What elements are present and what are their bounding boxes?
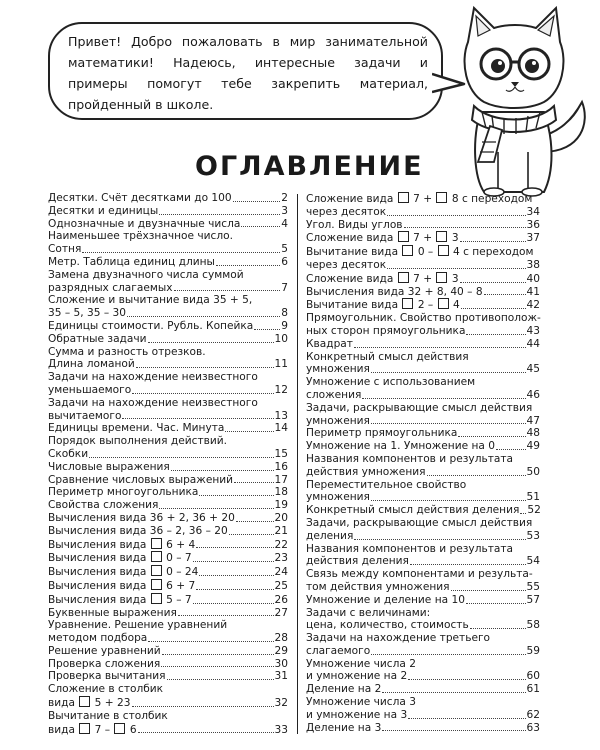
dot-leader (159, 508, 273, 509)
toc-page-number: 55 (526, 580, 540, 593)
toc-page-number: 50 (526, 465, 540, 478)
toc-page-number: 63 (526, 721, 540, 734)
dot-leader (167, 679, 274, 680)
toc-page-number: 24 (274, 566, 288, 579)
toc-entry-text: Сотня (48, 243, 82, 256)
toc-entry-text: Задачи, раскрывающие смысл действия (306, 516, 533, 529)
toc-page-number: 61 (526, 683, 540, 696)
toc-entry-text: Задачи на нахождение третьего (306, 632, 491, 645)
toc-entry (48, 192, 288, 205)
toc-entry-text: разрядных слагаемых (48, 281, 173, 294)
toc-page-number: 49 (526, 440, 540, 453)
dot-leader (148, 641, 273, 642)
dot-leader (484, 294, 526, 295)
toc-entry-text: Длина ломаной (48, 358, 135, 371)
toc-entry (48, 461, 288, 474)
toc-entry-text: Квадрат (306, 337, 353, 350)
digit-box (79, 696, 90, 707)
toc-entry (306, 658, 540, 684)
dot-leader (387, 268, 525, 269)
toc-entry (306, 286, 540, 299)
toc-entry (48, 525, 288, 538)
intro-text: Привет! Добро пожаловать в мир занимательной математики! Надеюсь, интересные задачи и примеры помогут тебе закрепить материал, пройденный в школе. (68, 34, 428, 112)
toc-entry (48, 538, 288, 552)
dot-leader (193, 561, 274, 562)
toc-entry (48, 565, 288, 579)
toc-entry-text: Вычисления вида 36 – 2, 36 – 20 (48, 524, 228, 537)
toc-entry (306, 543, 540, 569)
dot-leader (458, 436, 525, 437)
digit-box (402, 245, 413, 256)
toc-entry (48, 218, 288, 231)
digit-box (398, 231, 409, 242)
digit-box (436, 192, 447, 203)
toc-entry (48, 474, 288, 487)
toc-page-number: 47 (526, 414, 540, 427)
dot-leader (382, 730, 525, 731)
toc-entry (306, 402, 540, 428)
toc-page-number: 40 (526, 272, 540, 285)
toc-entry (48, 579, 288, 593)
dot-leader (470, 628, 526, 629)
toc-entry (48, 294, 288, 320)
toc-entry (306, 517, 540, 543)
dot-leader (460, 282, 526, 283)
toc-page-number: 10 (274, 332, 288, 345)
toc-page-number: 7 (281, 281, 288, 294)
toc-entry-text: Вычитание вида 2 – 4 (306, 299, 460, 312)
toc-page-number: 41 (526, 285, 540, 298)
toc-page-number: 57 (526, 593, 540, 606)
dot-leader (122, 418, 273, 419)
toc-page-number: 15 (274, 447, 288, 460)
dot-leader (178, 615, 274, 616)
toc-entry-text: вида 7 – 6 (48, 723, 137, 736)
dot-leader (382, 692, 525, 693)
toc-page-number: 33 (274, 723, 288, 736)
toc-entry (48, 256, 288, 269)
toc-page-number: 23 (274, 552, 288, 565)
toc-entry (306, 219, 540, 232)
toc-page-number: 26 (274, 593, 288, 606)
toc-entry (48, 593, 288, 607)
digit-box (151, 593, 162, 604)
toc-entry (306, 722, 540, 735)
toc-entry-text: вычитаемого (48, 409, 122, 422)
toc-entry-text: через десяток (306, 258, 387, 271)
toc-entry-text: умножения (306, 363, 370, 376)
toc-page-number: 4 (281, 217, 288, 230)
toc-page-number: 20 (274, 511, 288, 524)
dot-leader (174, 290, 281, 291)
toc-entry-text: Единицы времени. Час. Минута (48, 422, 225, 435)
dot-leader (82, 252, 280, 253)
dot-leader (496, 449, 526, 450)
toc-entry-text: ных сторон прямоугольника (306, 324, 466, 337)
toc-entry (48, 346, 288, 372)
toc-page-number: 62 (526, 708, 540, 721)
dot-leader (354, 347, 526, 348)
toc-page-number: 11 (274, 358, 288, 371)
toc-page-number: 54 (526, 555, 540, 568)
toc-entry (48, 371, 288, 397)
toc-entry-text: Проверка сложения (48, 657, 161, 670)
digit-box (438, 245, 449, 256)
toc-entry-text: Порядок выполнения действий. (48, 435, 228, 448)
toc-entry-text: уменьшаемого (48, 383, 132, 396)
toc-entry-text: Умножение с использованием (306, 376, 476, 389)
digit-box (114, 723, 125, 734)
toc-page-number: 42 (526, 299, 540, 312)
toc-page-number: 53 (526, 529, 540, 542)
dot-leader (371, 500, 526, 501)
toc-entry (306, 245, 540, 272)
toc-entry-text: Названия компонентов и результата (306, 452, 514, 465)
dot-leader (196, 589, 273, 590)
dot-leader (460, 241, 526, 242)
toc-entry (306, 607, 540, 633)
toc-page-number: 34 (526, 205, 540, 218)
toc-page-number: 13 (274, 409, 288, 422)
digit-box (151, 565, 162, 576)
column-divider (297, 194, 298, 734)
toc-page-number: 31 (274, 670, 288, 683)
toc-page-number: 51 (526, 491, 540, 504)
toc-entry-text: Уравнение. Решение уравнений (48, 619, 228, 632)
toc-entry (48, 619, 288, 645)
digit-box (402, 298, 413, 309)
toc-page-number: 43 (526, 324, 540, 337)
toc-page-number: 12 (274, 383, 288, 396)
toc-entry-text: действия умножения (306, 465, 426, 478)
toc-page-number: 21 (274, 524, 288, 537)
toc-entry (306, 231, 540, 245)
toc-entry-text: Задачи на нахождение неизвестного (48, 371, 258, 384)
toc-page-number: 37 (526, 232, 540, 245)
toc-entry-text: Названия компонентов и результата (306, 542, 514, 555)
toc-entry (306, 504, 540, 517)
toc-entry (306, 453, 540, 479)
toc-entry-text: Вычисления вида 6 + 7 (48, 579, 196, 592)
dot-leader (387, 215, 525, 216)
toc-entry-text: Сложение в столбик (48, 683, 164, 696)
toc-entry-text: действия деления (306, 555, 409, 568)
toc-entry-text: Сложение и вычитание вида 35 + 5, (48, 294, 253, 307)
toc-entry-text: деления (306, 529, 354, 542)
toc-page-number: 17 (274, 473, 288, 486)
toc-entry-text: Единицы стоимости. Рубль. Копейка (48, 319, 254, 332)
toc-entry-text: вида 5 + 23 (48, 697, 131, 710)
toc-entry-text: Вычитание вида 0 – 4 с переходом (306, 246, 534, 259)
toc-entry-text: Задачи, раскрывающие смысл действия (306, 401, 533, 414)
toc-entry (48, 683, 288, 710)
dot-leader (233, 201, 281, 202)
digit-box (438, 298, 449, 309)
toc-page-number: 2 (281, 192, 288, 204)
toc-page-number: 32 (274, 697, 288, 710)
toc-page-number: 18 (274, 486, 288, 499)
toc-entry (306, 696, 540, 722)
toc-entry (306, 594, 540, 607)
toc-page-number: 48 (526, 427, 540, 440)
dot-leader (162, 654, 274, 655)
toc-entry (48, 551, 288, 565)
digit-box (151, 538, 162, 549)
toc-entry (48, 499, 288, 512)
toc-entry (306, 192, 540, 219)
digit-box (398, 272, 409, 283)
toc-entry-text: Сложение вида 7 + 8 с переходом (306, 193, 533, 205)
toc-entry-text: том действия умножения (306, 580, 450, 593)
toc-entry (306, 568, 540, 594)
toc-page-number: 45 (526, 363, 540, 376)
dot-leader (466, 334, 525, 335)
toc-entry (306, 632, 540, 658)
toc-page-number: 16 (274, 460, 288, 473)
toc-entry (306, 338, 540, 351)
dot-leader (371, 654, 525, 655)
toc-entry-text: Обратные задачи (48, 332, 147, 345)
toc-page-number: 14 (274, 422, 288, 435)
dot-leader (89, 457, 273, 458)
dot-leader (136, 367, 274, 368)
toc-entry-text: Конкретный смысл действия (306, 350, 469, 363)
dot-leader (461, 308, 526, 309)
dot-leader (148, 342, 274, 343)
toc-page-number: 60 (526, 670, 540, 683)
toc-left-column (48, 192, 288, 736)
toc-page-number: 58 (526, 619, 540, 632)
toc-entry-text: умножения (306, 491, 370, 504)
toc-entry-text: Проверка вычитания (48, 670, 166, 683)
toc-entry-text: Наименьшее трёхзначное число. (48, 230, 233, 243)
dot-leader (216, 265, 280, 266)
toc-entry (306, 298, 540, 312)
dot-leader (408, 679, 525, 680)
toc-entry-text: Скобки (48, 447, 89, 460)
toc-entry-text: Сравнение числовых выражений (48, 473, 234, 486)
toc-entry-text: Свойства сложения (48, 499, 159, 512)
toc-entry (48, 397, 288, 423)
toc-entry (48, 269, 288, 295)
toc-entry-text: Вычисления вида 5 – 7 (48, 593, 192, 606)
toc-entry-text: умножения (306, 414, 370, 427)
dot-leader (427, 475, 526, 476)
toc-entry (48, 658, 288, 671)
toc-entry-text: Конкретный смысл действия деления (306, 504, 520, 517)
dot-leader (362, 398, 525, 399)
toc-entry-text: Метр. Таблица единиц длины (48, 255, 215, 268)
dot-leader (199, 575, 273, 576)
dot-leader (138, 732, 274, 733)
dot-leader (466, 603, 526, 604)
toc-entry (48, 230, 288, 256)
dot-leader (193, 603, 274, 604)
toc-entry (48, 422, 288, 435)
toc-entry-text: Буквенные выражения (48, 606, 177, 619)
cat-with-glasses-illustration (432, 2, 592, 198)
toc-page-number: 59 (526, 644, 540, 657)
dot-leader (225, 431, 273, 432)
toc-entry-text: и умножение на 2 (306, 670, 408, 683)
dot-leader (451, 590, 526, 591)
toc-entry-text: Периметр многоугольника (48, 486, 199, 499)
dot-leader (410, 564, 526, 565)
toc-page-number: 44 (526, 337, 540, 350)
toc-entry (48, 645, 288, 658)
toc-entry-text: методом подбора (48, 632, 148, 645)
toc-entry-text: Вычитание в столбик (48, 709, 168, 722)
toc-entry-text: Умножение и деление на 10 (306, 593, 465, 606)
toc-entry-text: Вычисления вида 32 + 8, 40 – 8 (306, 285, 483, 298)
toc-right-column (306, 192, 540, 734)
toc-page-number: 6 (281, 255, 288, 268)
toc-entry-text: Десятки и единицы (48, 204, 159, 217)
toc-entry-text: Вычисления вида 36 + 2, 36 + 20 (48, 511, 235, 524)
dot-leader (236, 521, 274, 522)
digit-box (436, 272, 447, 283)
toc-entry-text: цена, количество, стоимость (306, 619, 469, 632)
toc-entry (306, 376, 540, 402)
digit-box (436, 231, 447, 242)
toc-page-number: 28 (274, 632, 288, 645)
digit-box (398, 192, 409, 203)
toc-entry-text: Замена двузначного числа суммой (48, 268, 244, 281)
dot-leader (132, 706, 274, 707)
dot-leader (254, 329, 280, 330)
digit-box (151, 579, 162, 590)
toc-entry-text: Переместительное свойство (306, 478, 467, 491)
toc-page-number: 27 (274, 606, 288, 619)
toc-entry (48, 607, 288, 620)
toc-page-number: 30 (274, 657, 288, 670)
dot-leader (354, 539, 525, 540)
toc-entry (48, 333, 288, 346)
toc-entry-text: и умножение на 3 (306, 708, 408, 721)
toc-entry-text: Прямоугольник. Свойство противополож- (306, 312, 541, 325)
toc-entry (306, 683, 540, 696)
toc-page-number: 3 (281, 204, 288, 217)
toc-entry-text: Вычисления вида 0 – 7 (48, 552, 192, 565)
toc-entry-text: через десяток (306, 205, 387, 218)
toc-entry-text: Умножение числа 3 (306, 696, 416, 709)
toc-entry (306, 272, 540, 286)
toc-entry-text: Десятки. Счёт десятками до 100 (48, 192, 232, 204)
toc-entry (306, 440, 540, 453)
toc-entry (48, 435, 288, 461)
toc-entry-text: Вычисления вида 0 – 24 (48, 566, 199, 579)
toc-entry (306, 312, 540, 338)
toc-entry (48, 670, 288, 683)
toc-entry (48, 710, 288, 737)
toc-entry (306, 479, 540, 505)
toc-entry-text: Решение уравнений (48, 644, 161, 657)
toc-entry-text: 35 – 5, 35 – 30 (48, 307, 126, 320)
toc-entry-text: Задачи с величинами: (306, 606, 431, 619)
dot-leader (171, 470, 274, 471)
toc-entry (306, 427, 540, 440)
toc-page-number: 19 (274, 499, 288, 512)
toc-entry (306, 351, 540, 377)
toc-page-number: 36 (526, 218, 540, 231)
toc-page-number: 38 (526, 258, 540, 271)
toc-entry-text: Умножение на 1. Умножение на 0 (306, 440, 496, 453)
toc-page-number: 8 (281, 307, 288, 320)
toc-entry-text: Связь между компонентами и результа- (306, 568, 533, 581)
dot-leader (229, 534, 274, 535)
toc-entry-text: Задачи на нахождение неизвестного (48, 396, 258, 409)
toc-entry-text: Числовые выражения (48, 460, 170, 473)
dot-leader (241, 226, 280, 227)
toc-entry (48, 320, 288, 333)
toc-entry-text: Сложение вида 7 + 3 (306, 272, 459, 285)
toc-entry (48, 512, 288, 525)
dot-leader (371, 372, 526, 373)
dot-leader (408, 718, 525, 719)
toc-entry-text: Вычисления вида 6 + 4 (48, 538, 196, 551)
toc-entry-text: Угол. Виды углов (306, 218, 403, 231)
dot-leader (159, 214, 280, 215)
toc-page-number: 22 (274, 538, 288, 551)
digit-box (79, 723, 90, 734)
toc-entry-text: Однозначные и двузначные числа (48, 217, 241, 230)
toc-entry-text: Деление на 3 (306, 721, 382, 734)
toc-entry-text: Деление на 2 (306, 683, 382, 696)
toc-page-number: 25 (274, 579, 288, 592)
toc-entry-text: сложения (306, 388, 362, 401)
dot-leader (161, 666, 273, 667)
digit-box (151, 551, 162, 562)
toc-entry-text: слагаемого (306, 644, 371, 657)
dot-leader (196, 547, 273, 548)
toc-entry (48, 486, 288, 499)
toc-page-number: 9 (281, 319, 288, 332)
toc-entry-text: Сумма и разность отрезков. (48, 345, 206, 358)
dot-leader (371, 423, 526, 424)
toc-entry (48, 205, 288, 218)
dot-leader (520, 513, 526, 514)
toc-page-number: 46 (526, 388, 540, 401)
dot-leader (404, 227, 526, 228)
dot-leader (234, 482, 273, 483)
dot-leader (132, 393, 273, 394)
dot-leader (199, 495, 273, 496)
toc-entry-text: Умножение числа 2 (306, 657, 416, 670)
toc-entry-text: Периметр прямоугольника (306, 427, 458, 440)
toc-entry-text: Сложение вида 7 + 3 (306, 232, 459, 245)
toc-page-number: 5 (281, 243, 288, 256)
toc-page-number: 52 (527, 504, 541, 517)
toc-page-number: 29 (274, 644, 288, 657)
toc-title: ОГЛАВЛЕНИЕ (195, 151, 424, 182)
dot-leader (127, 316, 280, 317)
